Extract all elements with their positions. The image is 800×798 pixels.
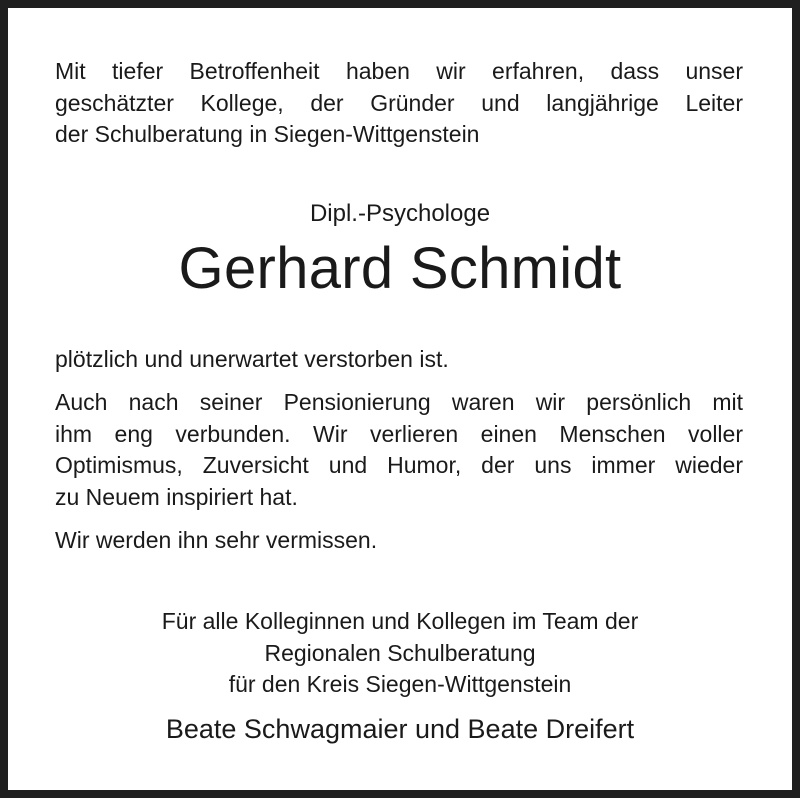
tribute-line: Optimismus, Zuversicht und Humor, der uns immer wieder: [55, 452, 743, 478]
team-line: für den Kreis Siegen-Wittgenstein: [228, 671, 572, 697]
deceased-name: Gerhard Schmidt: [178, 236, 622, 301]
intro-line: geschätzter Kollege, der Gründer und langjährige Leiter: [55, 89, 743, 116]
academic-title: Dipl.-Psychologe: [309, 200, 491, 227]
team-block: [8, 606, 792, 701]
closing-line: Wir werden ihn sehr vermissen.: [55, 527, 378, 553]
tribute-line: Auch nach seiner Pensionierung waren wir persönlich mit: [55, 389, 743, 415]
tribute-line: ihm eng verbunden. Wir verlieren einen Menschen voller: [55, 420, 743, 447]
team-line: Für alle Kolleginnen und Kollegen im Team der: [161, 608, 639, 634]
intro-paragraph: [55, 56, 743, 151]
team-line: Regionalen Schulberatung: [264, 639, 536, 666]
intro-line: der Schulberatung in Siegen-Wittgenstein: [55, 121, 480, 147]
signatories: Beate Schwagmaier und Beate Dreifert: [165, 714, 635, 744]
tribute-line: zu Neuem inspiriert hat.: [55, 483, 298, 510]
passed-away-line: plötzlich und unerwartet verstorben ist.: [55, 346, 449, 372]
tribute-paragraph: [55, 387, 743, 513]
intro-line: Mit tiefer Betroffenheit haben wir erfahren, dass unser: [55, 58, 743, 84]
